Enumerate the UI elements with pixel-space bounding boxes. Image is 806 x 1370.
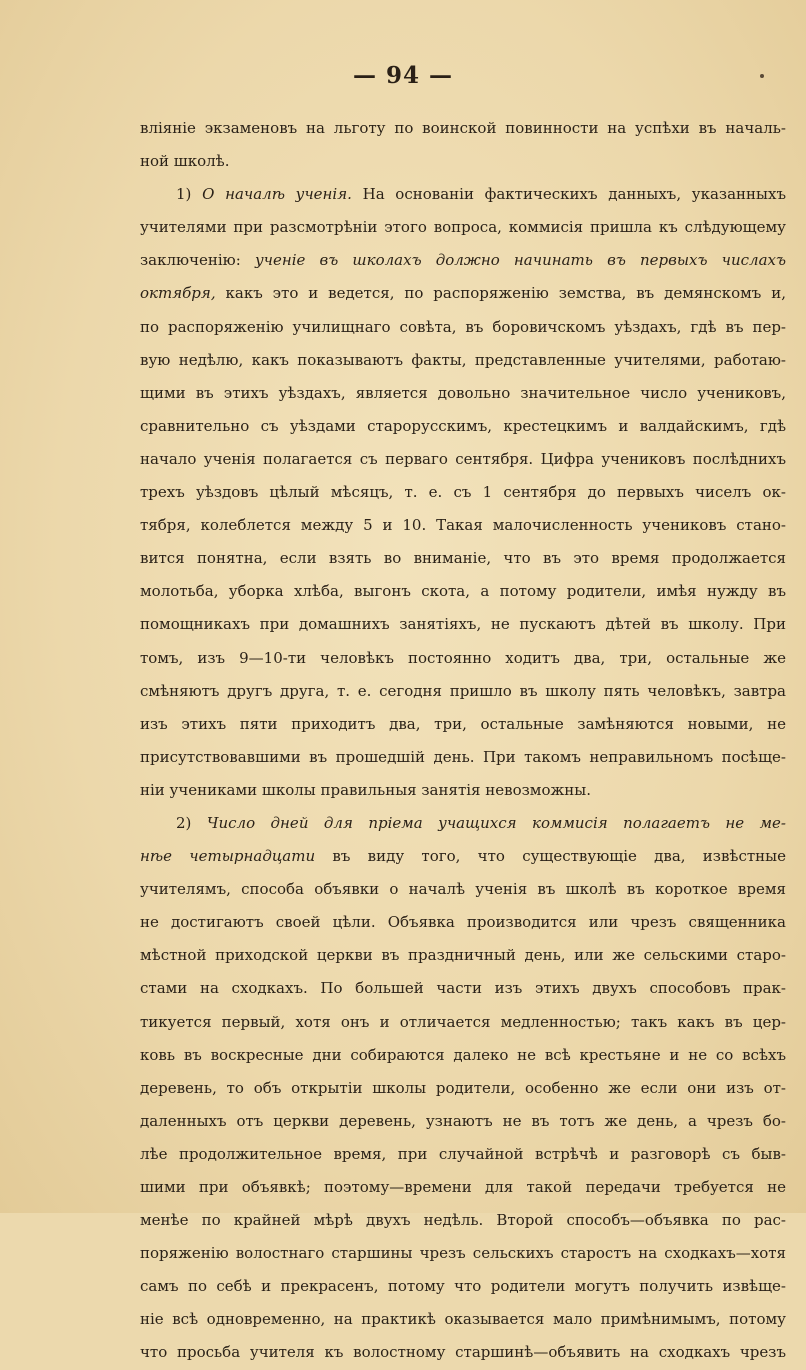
item-heading-italic: Число дней для пріема учащихся коммисія полагаетъ не ме- — [206, 813, 786, 832]
text-line: стами на сходкахъ. По большей части изъ этихъ двухъ способовъ прак- — [140, 979, 786, 998]
text-line: менѣе по крайней мѣрѣ двухъ недѣль. Второй способъ—объявка по рас- — [140, 1211, 786, 1230]
text-line: ніи учениками школы правильныя занятія невозможны. — [140, 780, 592, 799]
text-line: присутствовавшими въ прошедшій день. При такомъ неправильномъ посѣще- — [140, 747, 786, 766]
text-line: ной школѣ. — [140, 152, 230, 171]
text-line-mixed — [140, 277, 786, 310]
italic-span: ученіе въ школахъ должно начинать въ первыхъ числахъ — [254, 251, 786, 270]
item-heading-rest: На основаніи фактическихъ данныхъ, указанныхъ — [362, 185, 786, 204]
text-line: мѣстной приходской церкви въ праздничный день, или же сельскими старо- — [140, 946, 786, 965]
item-number: 2) — [176, 813, 192, 832]
page-number: — 94 — — [352, 62, 454, 89]
text-line: трехъ уѣздовъ цѣлый мѣсяцъ, т. е. съ 1 сентября до первыхъ чиселъ ок- — [140, 483, 786, 502]
ink-speck — [760, 74, 764, 78]
text-line: ковь въ воскресные дни собираются далеко не всѣ крестьяне и не со всѣхъ — [140, 1045, 786, 1064]
body-text — [140, 112, 786, 1370]
text-line: лѣе продолжительное время, при случайной встрѣчѣ и разговорѣ съ быв- — [140, 1144, 786, 1163]
text-span: въ виду того, что существующіе два, извѣстные — [332, 847, 786, 866]
text-line-mixed — [140, 840, 786, 873]
text-line: ніе всѣ одновременно, на практикѣ оказывается мало примѣнимымъ, потому — [140, 1310, 786, 1329]
text-line: учителями при разсмотрѣніи этого вопроса, коммисія пришла къ слѣдующему — [140, 218, 786, 237]
text-line: самъ по себѣ и прекрасенъ, потому что родители могутъ получить извѣще- — [140, 1277, 786, 1296]
text-line: шими при объявкѣ; поэтому—времени для такой передачи требуется не — [140, 1178, 786, 1196]
text-line: сравнительно съ уѣздами старорусскимъ, крестецкимъ и валдайскимъ, гдѣ — [140, 416, 786, 435]
text-line: по распоряженію училищнаго совѣта, въ боровичскомъ уѣздахъ, гдѣ въ пер- — [140, 317, 786, 336]
text-line: тикуется первый, хотя онъ и отличается медленностью; такъ какъ въ цер- — [140, 1012, 786, 1031]
text-line: помощникахъ при домашнихъ занятіяхъ, не пускаютъ дѣтей въ школу. При — [140, 615, 786, 634]
text-line: вую недѣлю, какъ показываютъ факты, представленные учителями, работаю- — [140, 350, 786, 369]
text-line: деревень, то объ открытіи школы родители, особенно же если они изъ от- — [140, 1078, 786, 1097]
text-line: начало ученія полагается съ перваго сентября. Цифра учениковъ послѣднихъ — [140, 449, 786, 468]
text-line: вится понятна, если взять во вниманіе, что въ это время продолжается — [140, 549, 786, 568]
text-line-item-1-heading — [140, 178, 786, 211]
text-line: даленныхъ отъ церкви деревень, узнаютъ не въ тотъ же день, а чрезъ бо- — [140, 1111, 786, 1130]
text-line: томъ, изъ 9—10-ти человѣкъ постоянно ходитъ два, три, остальные же — [140, 648, 786, 667]
text-line: поряженію волостнаго старшины чрезъ сельскихъ старостъ на сходкахъ—хотя — [140, 1244, 786, 1263]
text-line: вліяніе экзаменовъ на льготу по воинской повинности на успѣхи въ началь- — [140, 119, 786, 137]
text-line: смѣняютъ другъ друга, т. е. сегодня пришло въ школу пять человѣкъ, завтра — [140, 681, 786, 700]
text-line: щими въ этихъ уѣздахъ, является довольно значительное число учениковъ, — [140, 383, 786, 402]
text-line-mixed — [140, 244, 786, 277]
text-line: учителямъ, способа объявки о началѣ ученія въ школѣ въ короткое время — [140, 880, 786, 899]
text-line: молотьба, уборка хлѣба, выгонъ скота, а потому родители, имѣя нужду въ — [140, 582, 786, 601]
italic-span: октября, — [140, 284, 216, 303]
text-line: тября, колеблется между 5 и 10. Такая малочисленность учениковъ стано- — [140, 516, 786, 535]
text-line: что просьба учителя къ волостному старшинѣ—объявить на сходкахъ чрезъ — [140, 1343, 786, 1362]
item-heading-italic: О началѣ ученія. — [202, 185, 352, 204]
item-number: 1) — [176, 185, 192, 204]
text-line: не достигаютъ своей цѣли. Объявка производится или чрезъ священника — [140, 913, 786, 932]
text-line: изъ этихъ пяти приходитъ два, три, остальные замѣняются новыми, не — [140, 714, 786, 733]
text-span: заключенію: — [140, 251, 241, 270]
italic-span: нѣе четырнадцати — [140, 847, 316, 866]
text-line-item-2-heading — [140, 807, 786, 840]
text-span: какъ это и ведется, по распоряженію земства, въ демянскомъ и, — [225, 284, 786, 303]
